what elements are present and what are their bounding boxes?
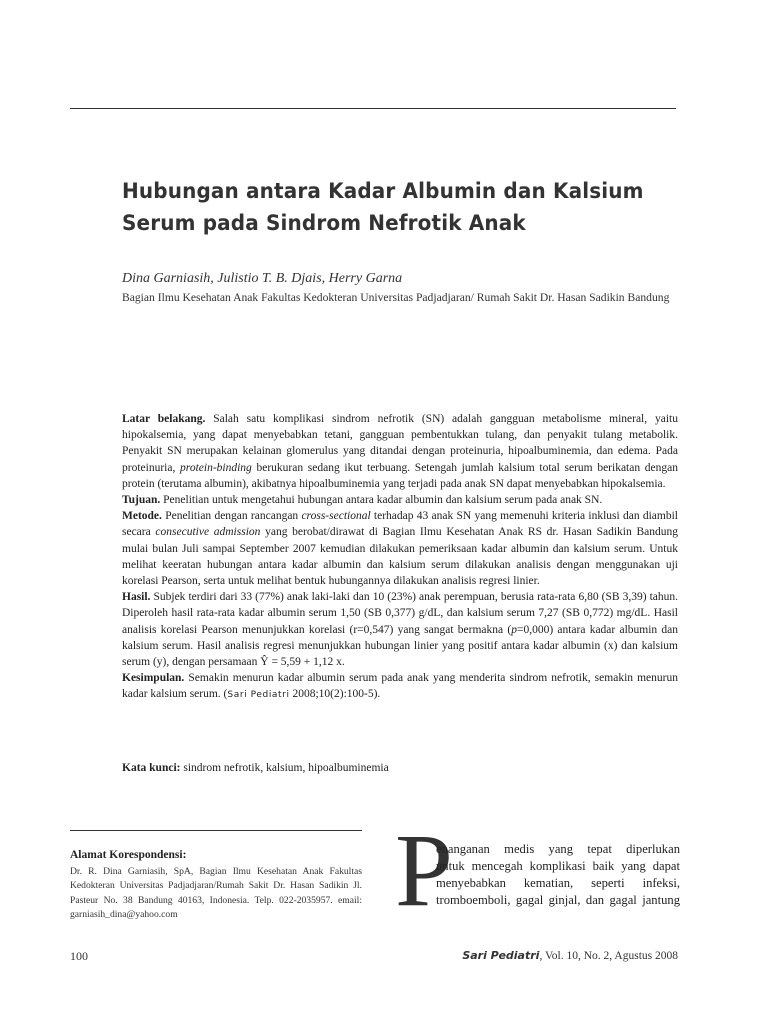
abstract — [122, 411, 678, 704]
results-label: Hasil. — [122, 591, 151, 604]
method-label: Metode. — [122, 510, 162, 523]
title-line-1: Hubungan antara Kadar Albumin dan Kalsium — [122, 179, 644, 204]
abstract-objective: Tujuan. Penelitian untuk mengetahui hubungan antara kadar albumin dan kalsium serum pada anak SN. — [122, 494, 603, 507]
correspondence-heading: Alamat Korespondensi: — [70, 849, 187, 861]
citation-journal: Sari Pediatri — [227, 690, 290, 701]
intro-line: enanganan medis yang tepat diperlukan — [436, 842, 680, 856]
intro-paragraph — [436, 841, 680, 909]
keywords-label: Kata kunci: — [122, 762, 181, 774]
journal-name: Sari Pediatri — [462, 949, 540, 962]
header-rule — [70, 108, 676, 109]
abstract-background: Latar belakang. Salah satu komplikasi sindrom nefrotik (SN) adalah gangguan metabolisme mineral, yaitu hipokalsemia, yang dapat menyebabkan tetani, gangguan pembentukkan tulang, dan penyakit tulang metabolik. Penyakit SN merupakan kelainan glomerulus yang ditandai dengan proteinuria, hipoalbuminemia, dan edema. Pada proteinuria, protein-binding berukuran sedang ikut terbuang. Setengah jumlah kalsium total serum berikatan dengan protein (terutama albumin), akibatnya hipoalbuminemia yang terjadi pada anak SN dapat menyebabkan hipokalsemia. — [122, 413, 679, 490]
correspondence-text: Dr. R. Dina Garniasih, SpA, Bagian Ilmu Kesehatan Anak Fakultas Kedokteran Universitas Padjadjaran/Rumah Sakit Dr. Hasan Sadikin Jl. Pasteur No. 38 Bandung 40163, Indonesia. Telp. 022-2035957. email: garniasih_dina@yahoo.com — [70, 866, 362, 920]
page-number: 100 — [70, 949, 88, 963]
intro-line: untuk mencegah komplikasi baik yang dapat — [436, 859, 680, 873]
abstract-method: Metode. Penelitian dengan rancangan cross-sectional terhadap 43 anak SN yang memenuhi kriteria inklusi dan diambil secara consecutive admission yang berobat/dirawat di Bagian Ilmu Kesehatan Anak RS dr. Hasan Sadikin Bandung mulai bulan Juli sampai September 2007 kemudian dilakukan pemeriksaan kadar albumin dan kalsium serum. Untuk melihat keeratan hubungan antara kadar albumin dan kalsium serum dilakukan analisis dengan menggunakan uji korelasi Pearson, serta untuk melihat bentuk hubungannya dilakukan analisis regresi linier. — [122, 510, 678, 588]
drop-cap: P — [395, 813, 453, 928]
affiliation: Bagian Ilmu Kesehatan Anak Fakultas Kedokteran Universitas Padjadjaran/ Rumah Sakit Dr. Hasan Sadikin Bandung — [122, 291, 670, 304]
abstract-conclusion: Kesimpulan. Semakin menurun kadar albumin serum pada anak yang menderita sindrom nefrotik, semakin menurun kadar kalsium serum. (Sari Pediatri 2008;10(2):100-5). — [122, 672, 678, 701]
objective-label: Tujuan. — [122, 494, 161, 507]
intro-line: tromboemboli, gagal ginjal, dan gagal jantung — [436, 893, 680, 907]
conclusion-label: Kesimpulan. — [122, 672, 185, 685]
article-title — [122, 176, 644, 240]
correspondence-rule — [70, 830, 362, 831]
title-line-2: Serum pada Sindrom Nefrotik Anak — [122, 211, 526, 236]
authors: Dina Garniasih, Julistio T. B. Djais, Herry Garna — [122, 271, 403, 286]
journal-issue: , Vol. 10, No. 2, Agustus 2008 — [539, 950, 678, 962]
journal-footer — [462, 949, 678, 962]
intro-line: menyebabkan kematian, seperti infeksi, — [436, 876, 680, 890]
abstract-results: Hasil. Subjek terdiri dari 33 (77%) anak laki-laki dan 10 (23%) anak perempuan, berusia rata-rata 6,80 (SB 3,39) tahun. Diperoleh hasil rata-rata kadar albumin serum 1,50 (SB 0,377) g/dL, dan kalsium serum 7,27 (SB 0,772) mg/dL. Hasil analisis korelasi Pearson menunjukkan korelasi (r=0,547) yang sangat bermakna (p=0,000) antara kadar albumin dan kalsium serum. Hasil analisis regresi menunjukkan hubungan linier yang positif antara kadar albumin (x) dan kalsium serum (y), dengan persamaan Ŷ = 5,59 + 1,12 x. — [122, 591, 679, 669]
keywords-text: sindrom nefrotik, kalsium, hipoalbuminemia — [180, 762, 389, 774]
keywords — [122, 762, 389, 774]
correspondence — [70, 848, 362, 922]
background-label: Latar belakang. — [122, 413, 206, 425]
